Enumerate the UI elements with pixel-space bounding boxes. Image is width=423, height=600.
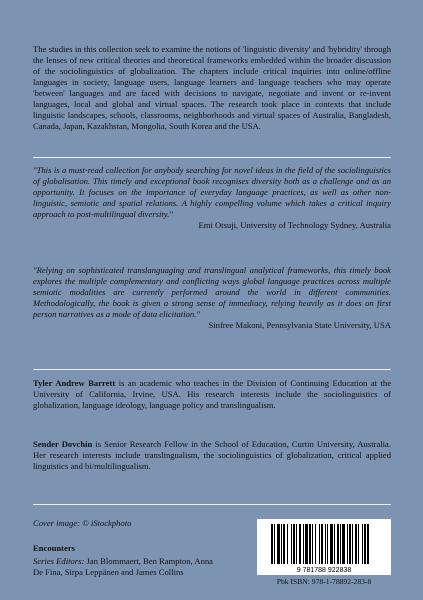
quote-attribution: Emi Otsuji, University of Technology Sydney, Australia [198, 220, 391, 230]
author-bio [33, 439, 391, 472]
barcode-bar [291, 524, 292, 564]
author-bio [33, 378, 391, 411]
barcode-number: 9 781788 922838 [296, 567, 352, 574]
book-description: The studies in this collection seek to examine the notions of 'linguistic diversity' and 'hybridity' through the lenses of new critical theories and theoretical frameworks embedded within the broader discussion of the sociolinguistics of globalization. The chapters include critical inquiries into online/offline languages in society, language users, language learners and language teachers who may operate 'between' languages and are faced with decisions to navigate, negotiate and invent or re-invent languages, local and global and virtual spaces. The research took place in contexts that include linguistic landscapes, schools, classrooms, neighborhoods and virtual spaces of Australia, Bangladesh, Canada, Japan, Kazakhstan, Mongolia, South Korea and the USA. [33, 44, 391, 131]
barcode-bar [299, 524, 301, 564]
series-editors-label: Series Editors: [33, 556, 85, 566]
barcode-bar [274, 524, 275, 564]
barcode-bar [337, 524, 339, 564]
barcode-bar [319, 524, 320, 564]
barcode-bar [327, 524, 328, 564]
author-name: Sender Dovchin [33, 439, 93, 449]
barcode-bar [303, 524, 304, 564]
barcode-bar [362, 524, 363, 564]
barcode-bar [342, 524, 345, 564]
barcode-bar [321, 524, 323, 564]
barcode-bar [358, 524, 359, 564]
quote-attribution: Sinfree Makoni, Pennsylvania State University, USA [208, 320, 391, 330]
isbn-barcode [257, 519, 391, 575]
author-bio-text: is an academic who teaches in the Division of Continuing Education at the University of California, Irvine, USA. His research interests include the sociolinguistics of globalization, language ideology, language policy and translingualism. [33, 378, 392, 410]
endorsement-quote [33, 165, 391, 231]
series-name: Encounters [33, 543, 76, 553]
barcode-bar [347, 524, 348, 564]
divider [33, 504, 391, 505]
barcode-bar [355, 524, 357, 564]
series-editors: Jan Blommaert, Ben Rampton, Anna De Fina, Sirpa Leppänen and James Collins [33, 556, 213, 577]
endorsement-quote [33, 265, 391, 331]
barcode-bar [315, 524, 316, 564]
divider [33, 369, 391, 370]
cover-credit: Cover image: © iStockphoto [33, 518, 132, 528]
quote-text: "This is a must-read collection for anybody searching for novel ideas in the field of the sociolinguistics of globalisation. This timely and exceptional book recognises diversity both as a challenge and as an opportunity. It focuses on the importance of everyday language practices, as well as other non-linguistic, semiotic and spatial relations. A highly compelling volume which takes a critical inquiry approach to post-multilingual diversity." [33, 165, 391, 219]
barcode-bar [309, 524, 311, 564]
barcode-bar [364, 524, 366, 564]
barcode-bar [293, 524, 295, 564]
quote-text: "Relying on sophisticated translanguaging and translingual analytical frameworks, this timely book explores the multiple complementary and conflicting ways global language practices across multiple semiotic modalities are currently performed around the world in different communities. Methodologically, the book is given a strong sense of immediacy, relying heavily as it does on first person narratives as a mode of data elicitation." [33, 265, 391, 319]
barcode-image [257, 519, 391, 575]
barcode-bar [340, 524, 341, 564]
barcode-bar [287, 524, 288, 564]
barcode-bar [325, 524, 326, 564]
barcode-bar [281, 524, 282, 564]
barcode-bar [312, 524, 313, 564]
author-bio-text: is Senior Research Fellow in the School of Education, Curtin University, Australia. Her research interests include translingualism, the sociolinguistics of globalization, critical applied linguistics and bi/multilingualism. [33, 439, 391, 471]
barcode-bar [271, 524, 273, 564]
divider [33, 157, 391, 158]
barcode-bar [296, 524, 297, 564]
barcode-bar [334, 524, 335, 564]
barcode-bar [330, 524, 333, 564]
barcode-bar [352, 524, 353, 564]
barcode-bar [283, 524, 285, 564]
barcode-bar [367, 524, 369, 564]
series-info [33, 543, 223, 578]
isbn-text: Pbk ISBN: 978-1-78892-283-8 [276, 577, 372, 586]
barcode-bar [349, 524, 351, 564]
barcode-bar [277, 524, 280, 564]
author-name: Tyler Andrew Barrett [33, 378, 116, 388]
barcode-bar [305, 524, 308, 564]
